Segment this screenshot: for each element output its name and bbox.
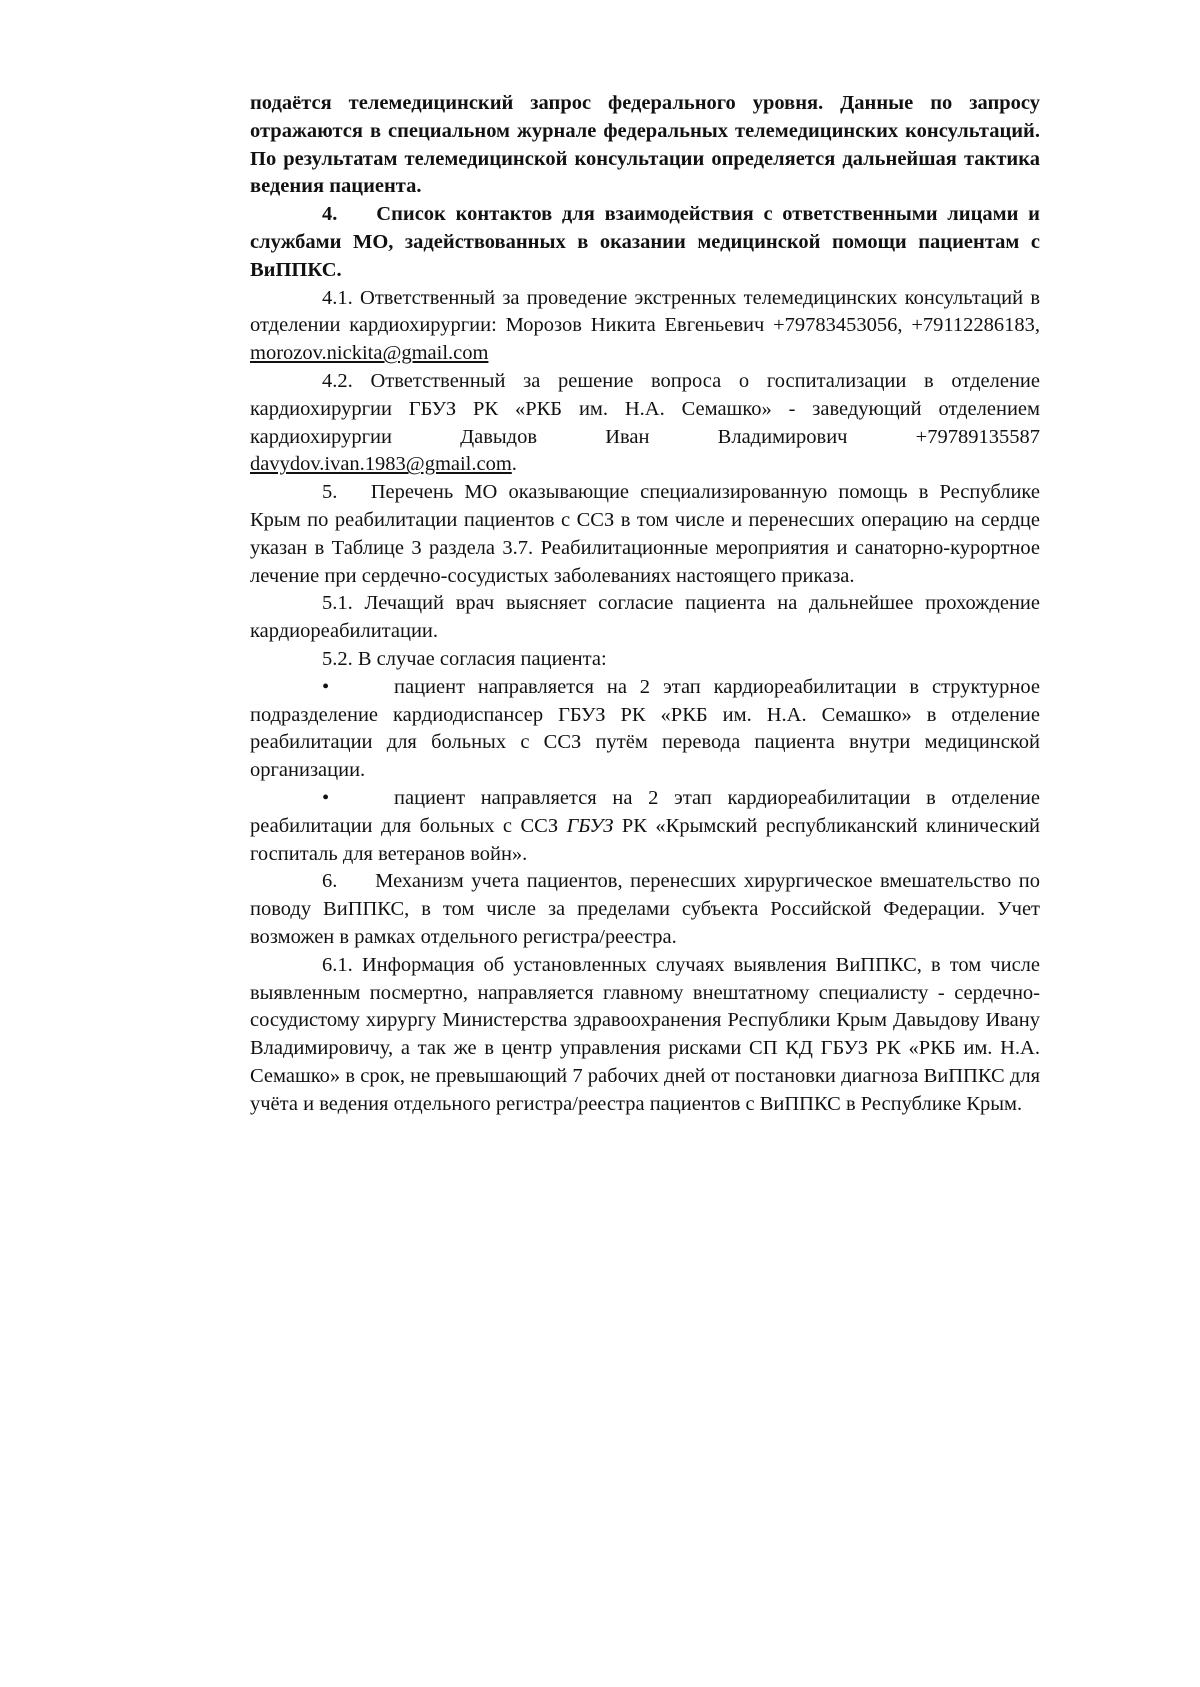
section-4-heading: 4. Список контактов для взаимодействия с ответственными лицами и службами МО, задействованных в оказании медицинской помощи пациентам с ВиППКС. xyxy=(250,203,1040,281)
paragraph-telemedicine-request: подаётся телемедицинский запрос федерального уровня. Данные по запросу отражаются в специальном журнале федеральных телемедицинских консультаций. По результатам телемедицинской консультации определяется дальнейшая тактика ведения пациента. xyxy=(250,92,1040,198)
paragraph-5-1: 5.1. Лечащий врач выясняет согласие пациента на дальнейшее прохождение кардиореабилитации. xyxy=(250,592,1040,643)
section-6-paragraph: 6. Механизм учета пациентов, перенесших хирургическое вмешательство по поводу ВиППКС, в том числе за пределами субъекта Российской Федерации. Учет возможен в рамках отдельного регистра/реестра. xyxy=(250,870,1040,948)
paragraph-4-1-text: 4.1. Ответственный за проведение экстренных телемедицинских консультаций в отделении кардиохирургии: Морозов Никита Евгеньевич +79783453056, +79112286183, xyxy=(250,286,1040,337)
document-page xyxy=(250,90,1040,1118)
paragraph-4-2-text: 4.2. Ответственный за решение вопроса о госпитализации в отделение кардиохирургии ГБУЗ РК «РКБ им. Н.А. Семашко» - заведующий отделением кардиохирургии Давыдов Иван Владимирович +79789135587 xyxy=(250,369,1040,448)
bullet-item-2-text-a: пациент направляется на 2 этап кардиореабилитации в отделение реабилитации для больных с ССЗ xyxy=(250,786,1040,837)
email-link-davydov[interactable]: davydov.ivan.1983@gmail.com xyxy=(250,453,512,476)
section-5-paragraph: 5. Перечень МО оказывающие специализированную помощь в Республике Крым по реабилитации пациентов с ССЗ в том числе и перенесших операцию на сердце указан в Таблице 3 раздела 3.7. Реабилитационные мероприятия и санаторно-курортное лечение при сердечно-сосудистых заболеваниях настоящего приказа. xyxy=(250,481,1040,587)
paragraph-4-2 xyxy=(250,368,1040,479)
bullet-icon: • xyxy=(322,786,330,809)
email-link-morozov[interactable]: morozov.nickita@gmail.com xyxy=(250,342,489,365)
paragraph-5-2: 5.2. В случае согласия пациента: xyxy=(322,647,607,670)
paragraph-6-1: 6.1. Информация об установленных случаях выявления ВиППКС, в том числе выявленным посмертно, направляется главному внештатному специалисту - сердечно-сосудистому хирургу Министерства здравоохранения Республики Крым Давыдову Ивану Владимировичу, а так же в центр управления рисками СП КД ГБУЗ РК «РКБ им. Н.А. Семашко» в срок, не превышающий 7 рабочих дней от постановки диагноза ВиППКС для учёта и ведения отдельного регистра/реестра пациентов с ВиППКС в Республике Крым. xyxy=(250,953,1040,1115)
bullet-item-2-text-c: РК «Крымский республиканский клинический госпиталь для ветеранов войн». xyxy=(250,814,1041,865)
paragraph-4-1 xyxy=(250,285,1040,368)
bullet-item-2 xyxy=(250,785,1040,868)
bullet-item-1-text: пациент направляется на 2 этап кардиореабилитации в структурное подразделение кардиодиспансер ГБУЗ РК «РКБ им. Н.А. Семашко» в отделение реабилитации для больных с ССЗ путём перевода пациента внутри медицинской организации. xyxy=(250,675,1040,782)
bullet-item-1 xyxy=(250,674,1040,785)
bullet-item-2-text-b: ГБУЗ xyxy=(566,814,614,837)
paragraph-4-2-end: . xyxy=(511,453,517,476)
bullet-icon: • xyxy=(322,675,330,698)
